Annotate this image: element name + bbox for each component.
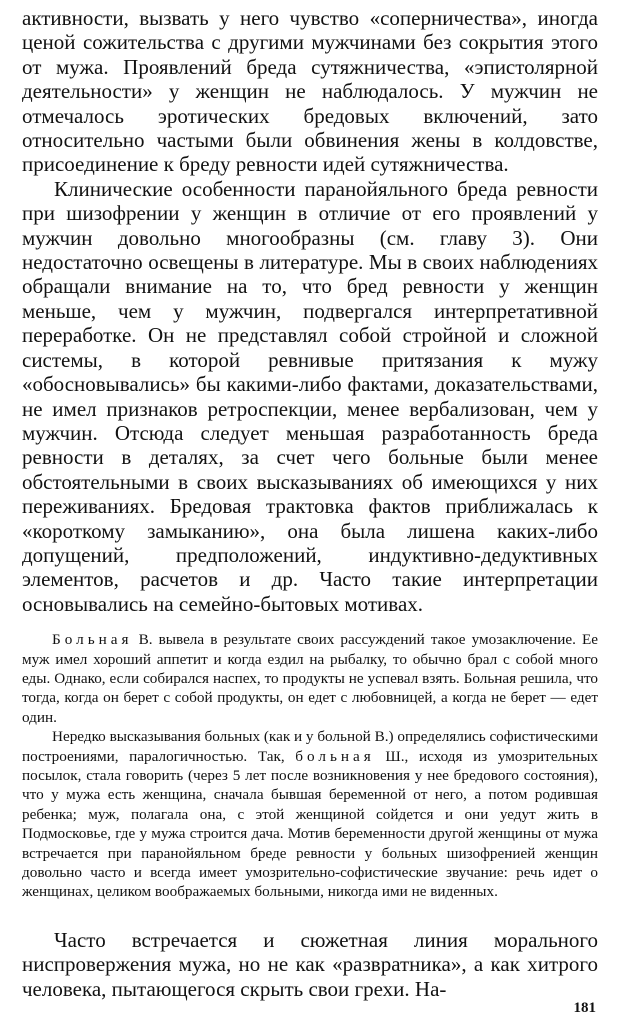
case-patient-sh [22, 727, 598, 902]
paragraph-continued: активности, вызвать у него чувство «соперничества», иногда ценой сожительства с другими мужчинами без сокрытия этого от мужа. Проявлений бреда сутяжничества, «эпистолярной деятельности» у женщин не наблюдалось. У мужчин не отмечалось эротических бредовых включений, зато относительно частыми были обвинения жены в колдовстве, присоединение к бреду ревности идей сутяжничества. [22, 6, 598, 177]
case-examples [22, 630, 598, 902]
case-patient-sh-text: Ш., исходя из умозрительных посылок, стала говорить (через 5 лет после возникновения у нее бредового состояния), что у мужа есть женщина, сначала бывшая беременной от него, а потом родившая ребенка; муж, полагала она, с этой женщиной сойдется и они уедут жить в Подмосковье, где у мужа строится дача. Мотив беременности другой женщины от мужа встречается при паранойяльном бреде ревности у больных шизофренией женщин довольно часто и всегда имеет умозрительно-софистические звучание: речь идет о женщинах, целиком воображаемых больными, никогда ими не виденных. [22, 747, 598, 901]
case-patient-sh-intro: Нередко высказывания больных (как и у больной В.) определялись софистическими построениями, паралогичностью. Так, [22, 728, 598, 765]
case-patient-v-lead: Больная [52, 631, 133, 649]
case-patient-v-text: В. вывела в результате своих рассуждений такое умозаключение. Ее муж имел хороший аппетит и когда ездил на рыбалку, то обычно брал с собой много еды. Однако, если собирался наспех, то продукты не успевал взять. Больная решила, что тогда, когда он берет с собой продукты, он едет с любовницей, а когда не берет — едет один. [22, 631, 598, 726]
paragraph-clinical-features: Клинические особенности паранойяльного бреда ревности при шизофрении у женщин в отличие от его проявлений у мужчин довольно многообразны (см. главу 3). Они недостаточно освещены в литературе. Мы в своих наблюдениях обращали внимание на то, что бред ревности у женщин меньше, чем у мужчин, подвергался интерпретативной переработке. Он не представлял собой стройной и сложной системы, в которой ревнивые притязания к мужу «обосновывались» бы какими-либо фактами, доказательствами, не имел признаков ретроспекции, менее вербализован, чем у мужчин. Отсюда следует меньшая разработанность бреда ревности в деталях, за счет чего больные были менее обстоятельными в своих высказываниях об имеющихся у них переживаниях. Бредовая трактовка фактов приближалась к «короткому замыканию», она была лишена каких-либо допущений, предположений, индуктивно-дедуктивных элементов, расчетов и др. Часто такие интерпретации основывались на семейно-бытовых мотивах. [22, 176, 598, 616]
case-patient-v [22, 630, 598, 727]
case-patient-sh-lead: больная [295, 747, 375, 765]
page-number: 181 [573, 1000, 596, 1016]
paragraph-closing: Часто встречается и сюжетная линия морального ниспровержения мужа, но не как «развратника», а как хитрого человека, пытающегося скрыть свои грехи. На- [22, 927, 598, 1001]
page-content [22, 6, 598, 1001]
